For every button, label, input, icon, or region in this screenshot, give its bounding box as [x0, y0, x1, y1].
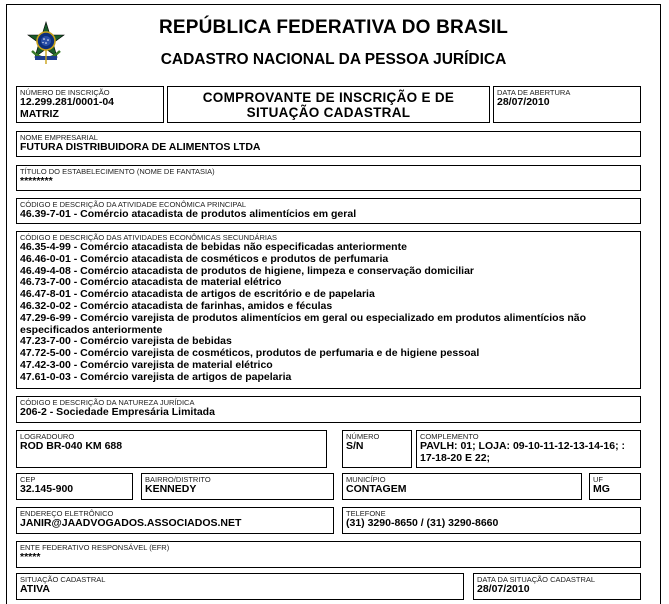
bairro-label: BAIRRO/DISTRITO	[145, 475, 211, 484]
cep-value: 32.145-900	[20, 483, 74, 495]
complemento-line2: 17-18-20 E 22;	[420, 451, 491, 464]
telefone-value: (31) 3290-8650 / (31) 3290-8660	[346, 517, 499, 529]
efr-box	[16, 541, 641, 568]
cnpj-document	[6, 4, 661, 604]
numero-value: S/N	[346, 440, 364, 452]
doc-title-line1: COMPROVANTE DE INSCRIÇÃO E DE	[202, 90, 455, 105]
atividade-principal-box	[16, 198, 641, 224]
fantasia-label: TÍTULO DO ESTABELECIMENTO (NOME DE FANTASIA)	[20, 167, 215, 176]
data-situacao-label: DATA DA SITUAÇÃO CADASTRAL	[477, 575, 596, 584]
secondary-activity: 46.73-7-00 - Comércio atacadista de material elétrico	[20, 276, 282, 289]
email-label: ENDEREÇO ELETRÔNICO	[20, 509, 114, 518]
complemento-line1: PAVLH: 01; LOJA: 09-10-11-12-13-14-16; :	[420, 440, 626, 452]
bairro-box	[141, 473, 334, 500]
secondary-activity: 47.23-7-00 - Comércio varejista de bebidas	[20, 335, 232, 348]
natureza-juridica-box	[16, 396, 641, 423]
secondary-activity: 47.29-6-99 - Comércio varejista de produtos alimentícios em geral ou especializado em produtos alimentícios não	[20, 311, 587, 324]
telefone-box	[342, 507, 641, 534]
doc-title-line2: SITUAÇÃO CADASTRAL	[246, 105, 411, 120]
natureza-juridica-label: CÓDIGO E DESCRIÇÃO DA NATUREZA JURÍDICA	[20, 398, 195, 407]
situacao-box	[16, 573, 464, 600]
secondary-activity: especificados anteriormente	[20, 323, 163, 336]
nome-empresarial-value: FUTURA DISTRIBUIDORA DE ALIMENTOS LTDA	[20, 141, 261, 153]
fantasia-box	[16, 165, 641, 191]
atividades-secundarias-box	[16, 231, 641, 389]
secondary-activity: 46.32-0-02 - Comércio atacadista de farinhas, amidos e féculas	[20, 299, 333, 312]
logradouro-box	[16, 430, 327, 468]
nome-empresarial-label: NOME EMPRESARIAL	[20, 133, 98, 142]
logradouro-value: ROD BR-040 KM 688	[20, 440, 123, 452]
uf-value: MG	[593, 483, 610, 495]
secondary-activity: 46.49-4-08 - Comércio atacadista de produtos de higiene, limpeza e conservação domiciliar	[20, 264, 474, 277]
abertura-label: DATA DE ABERTURA	[497, 88, 571, 97]
page-subtitle: CADASTRO NACIONAL DA PESSOA JURÍDICA	[160, 51, 507, 68]
abertura-box	[493, 86, 641, 123]
complemento-box	[416, 430, 641, 468]
data-situacao-value: 28/07/2010	[477, 583, 530, 595]
municipio-label: MUNICÍPIO	[346, 475, 386, 484]
atividade-principal-value: 46.39-7-01 - Comércio atacadista de produtos alimentícios em geral	[20, 208, 357, 220]
abertura-value: 28/07/2010	[497, 96, 550, 108]
comprovante-box	[167, 86, 490, 123]
data-situacao-box	[473, 573, 641, 600]
fantasia-value: ********	[20, 175, 53, 187]
situacao-value: ATIVA	[20, 583, 50, 595]
atividades-secundarias-label: CÓDIGO E DESCRIÇÃO DAS ATIVIDADES ECONÔMICAS SECUNDÁRIAS	[20, 233, 277, 242]
cep-box	[16, 473, 133, 500]
logradouro-label: LOGRADOURO	[20, 432, 75, 441]
secondary-activity: 46.47-8-01 - Comércio atacadista de artigos de escritório e de papelaria	[20, 288, 375, 301]
bairro-value: KENNEDY	[145, 483, 197, 495]
inscricao-label: NÚMERO DE INSCRIÇÃO	[20, 88, 110, 97]
email-value: JANIR@JAADVOGADOS.ASSOCIADOS.NET	[20, 517, 242, 529]
secondary-activity: 46.35-4-99 - Comércio atacadista de bebidas não especificadas anteriormente	[20, 241, 407, 253]
efr-value: *****	[20, 551, 41, 563]
efr-label: ENTE FEDERATIVO RESPONSÁVEL (EFR)	[20, 543, 170, 552]
natureza-juridica-value: 206-2 - Sociedade Empresária Limitada	[20, 406, 215, 418]
uf-box	[589, 473, 641, 500]
secondary-activity: 47.72-5-00 - Comércio varejista de cosméticos, produtos de perfumaria e de higiene pessoal	[20, 347, 480, 360]
establishment-type: MATRIZ	[20, 107, 59, 120]
nome-empresarial-box	[16, 131, 641, 157]
numero-box	[342, 430, 412, 468]
cnpj-number: 12.299.281/0001-04	[20, 96, 115, 108]
complemento-label: COMPLEMENTO	[420, 432, 479, 441]
atividade-principal-label: CÓDIGO E DESCRIÇÃO DA ATIVIDADE ECONÔMICA PRINCIPAL	[20, 200, 247, 209]
secondary-activity: 47.61-0-03 - Comércio varejista de artigos de papelaria	[20, 370, 292, 383]
municipio-value: CONTAGEM	[346, 483, 407, 495]
page-title: REPÚBLICA FEDERATIVA DO BRASIL	[158, 17, 509, 38]
situacao-label: SITUAÇÃO CADASTRAL	[20, 575, 106, 584]
numero-label: NÚMERO	[346, 432, 380, 441]
cep-label: CEP	[20, 475, 36, 484]
email-box	[16, 507, 334, 534]
municipio-box	[342, 473, 582, 500]
secondary-activity: 47.42-3-00 - Comércio varejista de material elétrico	[20, 358, 273, 371]
secondary-activity: 46.46-0-01 - Comércio atacadista de cosméticos e produtos de perfumaria	[20, 252, 389, 265]
telefone-label: TELEFONE	[346, 509, 386, 518]
uf-label: UF	[593, 475, 603, 484]
inscricao-box	[16, 86, 164, 123]
